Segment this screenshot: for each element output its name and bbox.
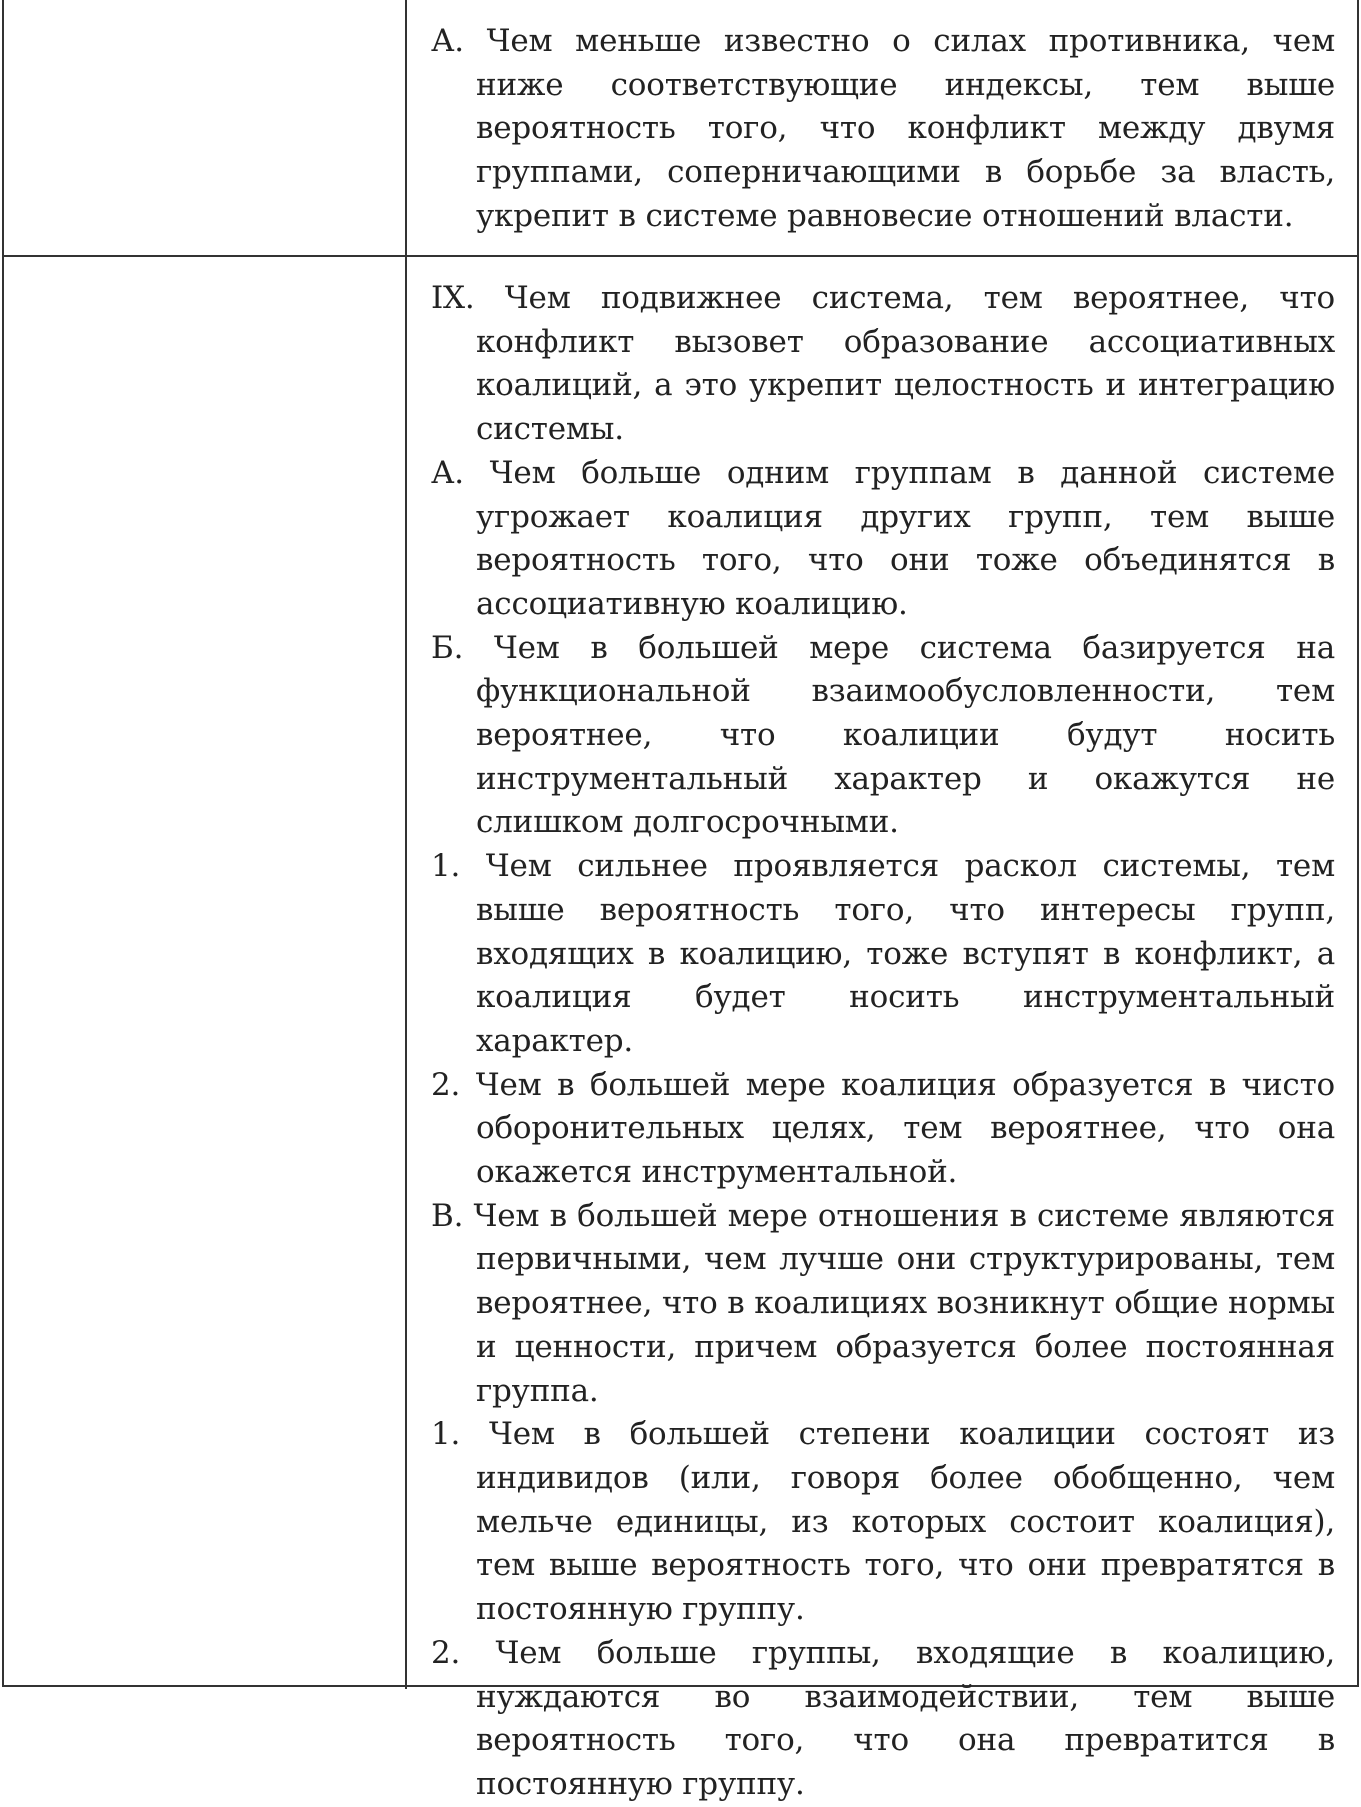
proposition-item: А. Чем меньше известно о силах противника, чем ниже соответствующие индексы, тем выше вероятность того, что конфликт между двумя группами, соперничающими в борьбе за власть, укрепит в системе равновесие отношений власти. [431,23,1335,234]
proposition-item: 1. Чем в большей степени коалиции состоят из индивидов (или, говоря более обобщенно, чем мельче единицы, из которых состоит коалиция), тем выше вероятность того, что они превратятся в постоянную группу. [431,1416,1335,1628]
table-cell-left [4,0,405,255]
proposition-item: 1. Чем сильнее проявляется раскол системы, тем выше вероятность того, что интересы групп, входящих в коалицию, тоже вступят в конфликт, а коалиция будет носить инструментальный характер. [431,848,1335,1059]
table-row [4,0,1357,257]
proposition-table [2,0,1359,1802]
table-row [4,257,1357,1802]
table-cell-right [407,257,1357,1802]
table-cell-right [407,0,1357,255]
proposition-item: 2. Чем в большей мере коалиция образуется в чисто оборонительных целях, тем вероятнее, что она окажется инструментальной. [431,1066,1335,1191]
proposition-item: Б. Чем в большей мере система базируется на функциональной взаимообусловленности, тем вероятнее, что коалиции будут носить инструментальный характер и окажутся не слишком долгосрочными. [431,629,1335,841]
proposition-item: 2. Чем больше группы, входящие в коалицию, нуждаются во взаимодействии, тем выше вероятность того, что она превратится в постоянную группу. [431,1634,1335,1802]
proposition-item: А. Чем больше одним группам в данной системе угрожает коалиция других групп, тем выше вероятность того, что они тоже объединятся в ассоциативную коалицию. [431,454,1335,622]
proposition-item: В. Чем в большей мере отношения в системе являются первичными, чем лучше они структурированы, тем вероятнее, что в коалициях возникнут общие нормы и ценности, причем образуется более постоянная группа. [431,1197,1335,1409]
table-cell-left [4,257,405,1689]
proposition-item: IX. Чем подвижнее система, тем вероятнее, что конфликт вызовет образование ассоциативных коалиций, а это укрепит целостность и интеграцию системы. [431,280,1335,448]
